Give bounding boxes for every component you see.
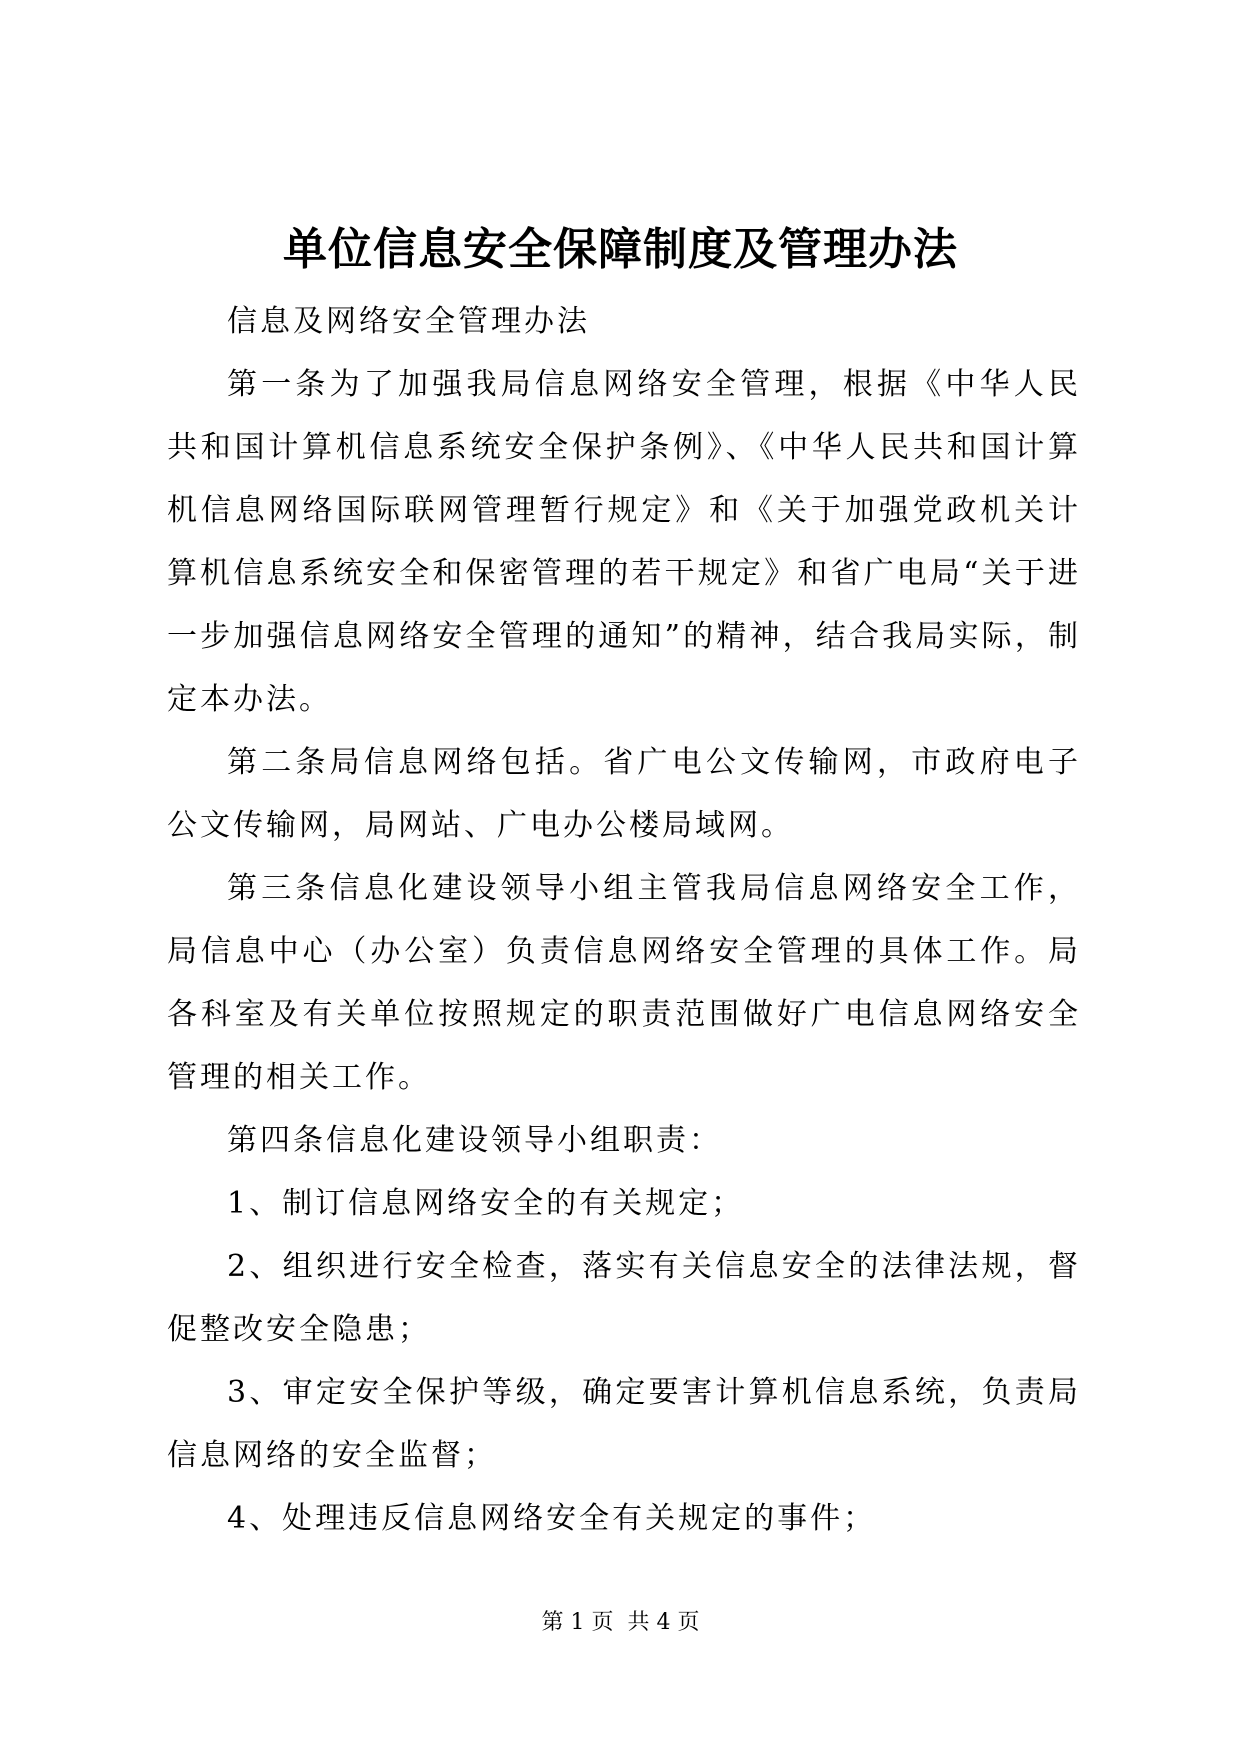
section-heading: 信息及网络安全管理办法 [227, 304, 590, 339]
page-number: 第 1 页 [541, 1610, 614, 1635]
article-2-paragraph: 第二条局信息网络包括。省广电公文传输网，市政府电子公文传输网，局网站、广电办公楼局域网。 [167, 745, 1081, 843]
document-title: 单位信息安全保障制度及管理办法 [283, 224, 958, 275]
article-4-paragraph: 第四条信息化建设领导小组职责： [227, 1123, 722, 1158]
duty-item-4: 4、处理违反信息网络安全有关规定的事件； [227, 1501, 877, 1536]
document-body [167, 290, 1081, 1550]
article-3-paragraph: 第三条信息化建设领导小组主管我局信息网络安全工作，局信息中心（办公室）负责信息网络安全管理的具体工作。局各科室及有关单位按照规定的职责范围做好广电信息网络安全管理的相关工作。 [167, 871, 1081, 1095]
article-1-paragraph: 第一条为了加强我局信息网络安全管理，根据《中华人民共和国计算机信息系统安全保护条例》、《中华人民共和国计算机信息网络国际联网管理暂行规定》和《关于加强党政机关计算机信息系统安全和保密管理的若干规定》和省广电局“关于进一步加强信息网络安全管理的通知”的精神，结合我局实际，制定本办法。 [167, 367, 1081, 717]
page-footer [0, 1608, 1241, 1638]
page-total: 共 4 页 [627, 1610, 700, 1635]
duty-item-3: 3、审定安全保护等级，确定要害计算机信息系统，负责局信息网络的安全监督； [167, 1375, 1081, 1473]
duty-item-1: 1、制订信息网络安全的有关规定； [227, 1186, 745, 1221]
duty-item-2: 2、组织进行安全检查，落实有关信息安全的法律法规，督促整改安全隐患； [167, 1249, 1081, 1347]
